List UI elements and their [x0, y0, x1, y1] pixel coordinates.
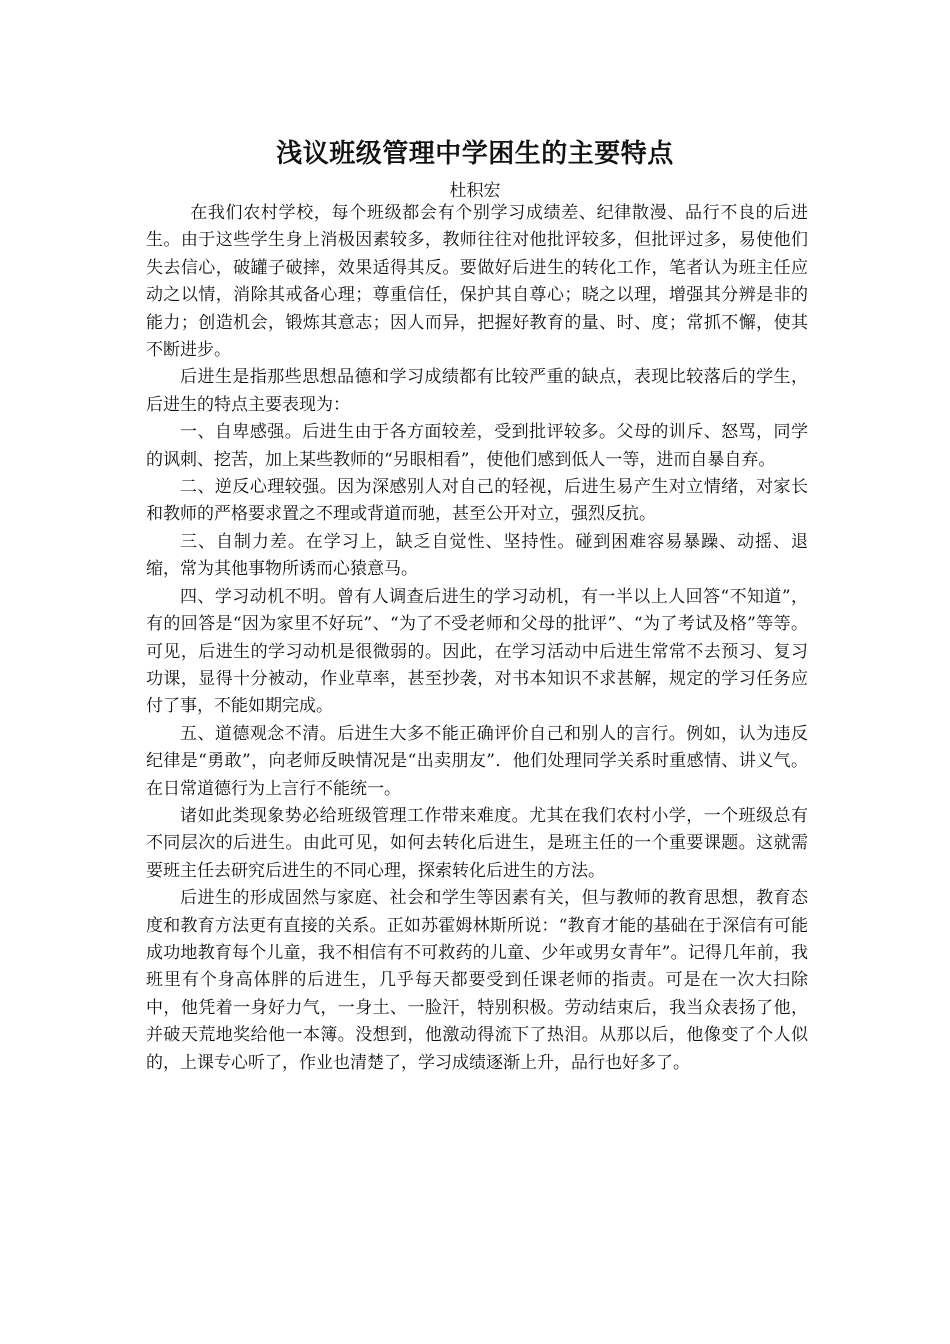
paragraph-point-2: 二、逆反心理较强。因为深感别人对自己的轻视，后进生易产生对立情绪，对家长和教师的严格要求置之不理或背道而驰，甚至公开对立，强烈反抗。 — [146, 477, 808, 525]
paragraph-summary: 诸如此类现象势必给班级管理工作带来难度。尤其在我们农村小学，一个班级总有不同层次的后进生。由此可见，如何去转化后进生，是班主任的一个重要课题。这就需要班主任去研究后进生的不同心理，探索转化后进生的方法。 — [146, 805, 808, 881]
document-body — [146, 200, 808, 1077]
paragraph-intro: 在我们农村学校，每个班级都会有个别学习成绩差、纪律散漫、品行不良的后进生。由于这些学生身上消极因素较多，教师往往对他批评较多，但批评过多，易使他们失去信心，破罐子破摔，效果适得其反。要做好后进生的转化工作，笔者认为班主任应动之以情，消除其戒备心理；尊重信任，保护其自尊心；晓之以理，增强其分辨是非的能力；创造机会，锻炼其意志；因人而异，把握好教育的量、时、度；常抓不懈，使其不断进步。 — [146, 203, 808, 361]
paragraph-definition: 后进生是指那些思想品德和学习成绩都有比较严重的缺点，表现比较落后的学生，后进生的特点主要表现为： — [146, 367, 808, 415]
paragraph-example: 后进生的形成固然与家庭、社会和学生等因素有关，但与教师的教育思想，教育态度和教育方法更有直接的关系。正如苏霍姆林斯所说：“教育才能的基础在于深信有可能成功地教育每个儿童，我不相信有不可救药的儿童、少年或男女青年”。记得几年前，我班里有个身高体胖的后进生，几乎每天都要受到任课老师的指责。可是在一次大扫除中，他凭着一身好力气，一身土、一脸汗，特别积极。劳动结束后，我当众表扬了他，并破天荒地奖给他一本簿。没想到，他激动得流下了热泪。从那以后，他像变了个人似的，上课专心听了，作业也清楚了，学习成绩逐渐上升，品行也好多了。 — [146, 888, 808, 1073]
paragraph-point-3: 三、自制力差。在学习上，缺乏自觉性、坚持性。碰到困难容易暴躁、动摇、退缩，常为其他事物所诱而心猿意马。 — [146, 531, 808, 580]
paragraph-point-1: 一、自卑感强。后进生由于各方面较差，受到批评较多。父母的训斥、怒骂，同学的讽刺、挖苦，加上某些教师的“另眼相看”，使他们感到低人一等，进而自暴自弃。 — [146, 422, 808, 470]
paragraph-point-5: 五、道德观念不清。后进生大多不能正确评价自己和别人的言行。例如，认为违反纪律是“勇敢”，向老师反映情况是“出卖朋友”．他们处理同学关系时重感情、讲义气。在日常道德行为上言行不能统一。 — [146, 723, 808, 799]
document-title: 浅议班级管理中学困生的主要特点 — [276, 139, 674, 169]
document-author: 杜积宏 — [449, 181, 501, 201]
paragraph-point-4: 四、学习动机不明。曾有人调查后进生的学习动机，有一半以上人回答“不知道”，有的回答是“因为家里不好玩”、“为了不受老师和父母的批评”、“为了考试及格”等等。可见，后进生的学习动机是很微弱的。因此，在学习活动中后进生常常不去预习、复习功课，显得十分被动，作业草率，甚至抄袭，对书本知识不求甚解，规定的学习任务应付了事，不能如期完成。 — [146, 586, 808, 717]
